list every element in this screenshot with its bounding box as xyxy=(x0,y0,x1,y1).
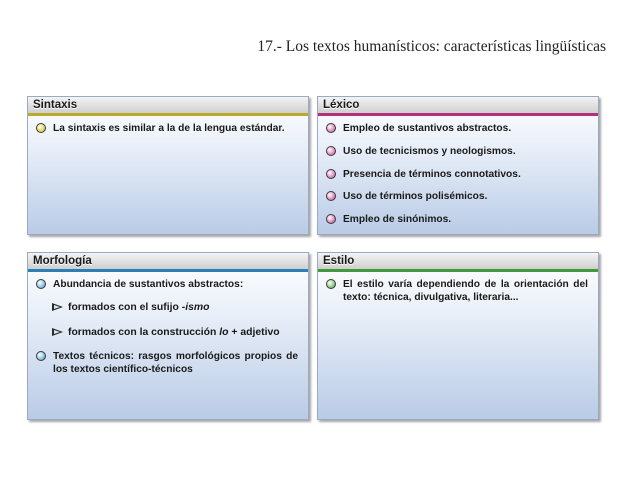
bullet-icon xyxy=(326,123,336,133)
bullet-icon xyxy=(326,169,336,179)
sub-item: formados con el sufijo -ismo xyxy=(36,301,298,314)
list-item: Presencia de términos connotativos. xyxy=(326,168,588,181)
page-title: 17.- Los textos humanísticos: características lingüísticas xyxy=(257,38,606,55)
list-item: Uso de tecnicismos y neologismos. xyxy=(326,145,588,158)
list-item: Textos técnicos: rasgos morfológicos propios de los textos científico-técnicos xyxy=(36,350,298,376)
panel-header-morfologia: Morfología xyxy=(28,253,308,272)
panel-lexico xyxy=(317,96,599,235)
panel-estilo xyxy=(317,252,599,420)
panel-header-sintaxis: Sintaxis xyxy=(28,97,308,116)
bullet-icon xyxy=(36,351,46,361)
list-item: El estilo varía dependiendo de la orientación del texto: técnica, divulgativa, literaria... xyxy=(326,278,588,304)
panel-header-lexico: Léxico xyxy=(318,97,598,116)
bullet-icon xyxy=(326,146,336,156)
panel-morfologia xyxy=(27,252,309,420)
list-item: Uso de términos polisémicos. xyxy=(326,190,588,203)
panel-sintaxis xyxy=(27,96,309,235)
arrow-bullet-icon xyxy=(52,303,63,311)
sub-item: formados con la construcción lo + adjetivo xyxy=(36,326,298,339)
list-item: Abundancia de sustantivos abstractos: xyxy=(36,278,298,291)
list-item: La sintaxis es similar a la de la lengua estándar. xyxy=(36,122,298,135)
list-item: Empleo de sustantivos abstractos. xyxy=(326,122,588,135)
bullet-icon xyxy=(326,279,336,289)
arrow-bullet-icon xyxy=(52,328,63,336)
list-item: Empleo de sinónimos. xyxy=(326,213,588,226)
bullet-icon xyxy=(36,279,46,289)
bullet-icon xyxy=(326,191,336,201)
panel-header-estilo: Estilo xyxy=(318,253,598,272)
bullet-icon xyxy=(326,214,336,224)
bullet-icon xyxy=(36,123,46,133)
